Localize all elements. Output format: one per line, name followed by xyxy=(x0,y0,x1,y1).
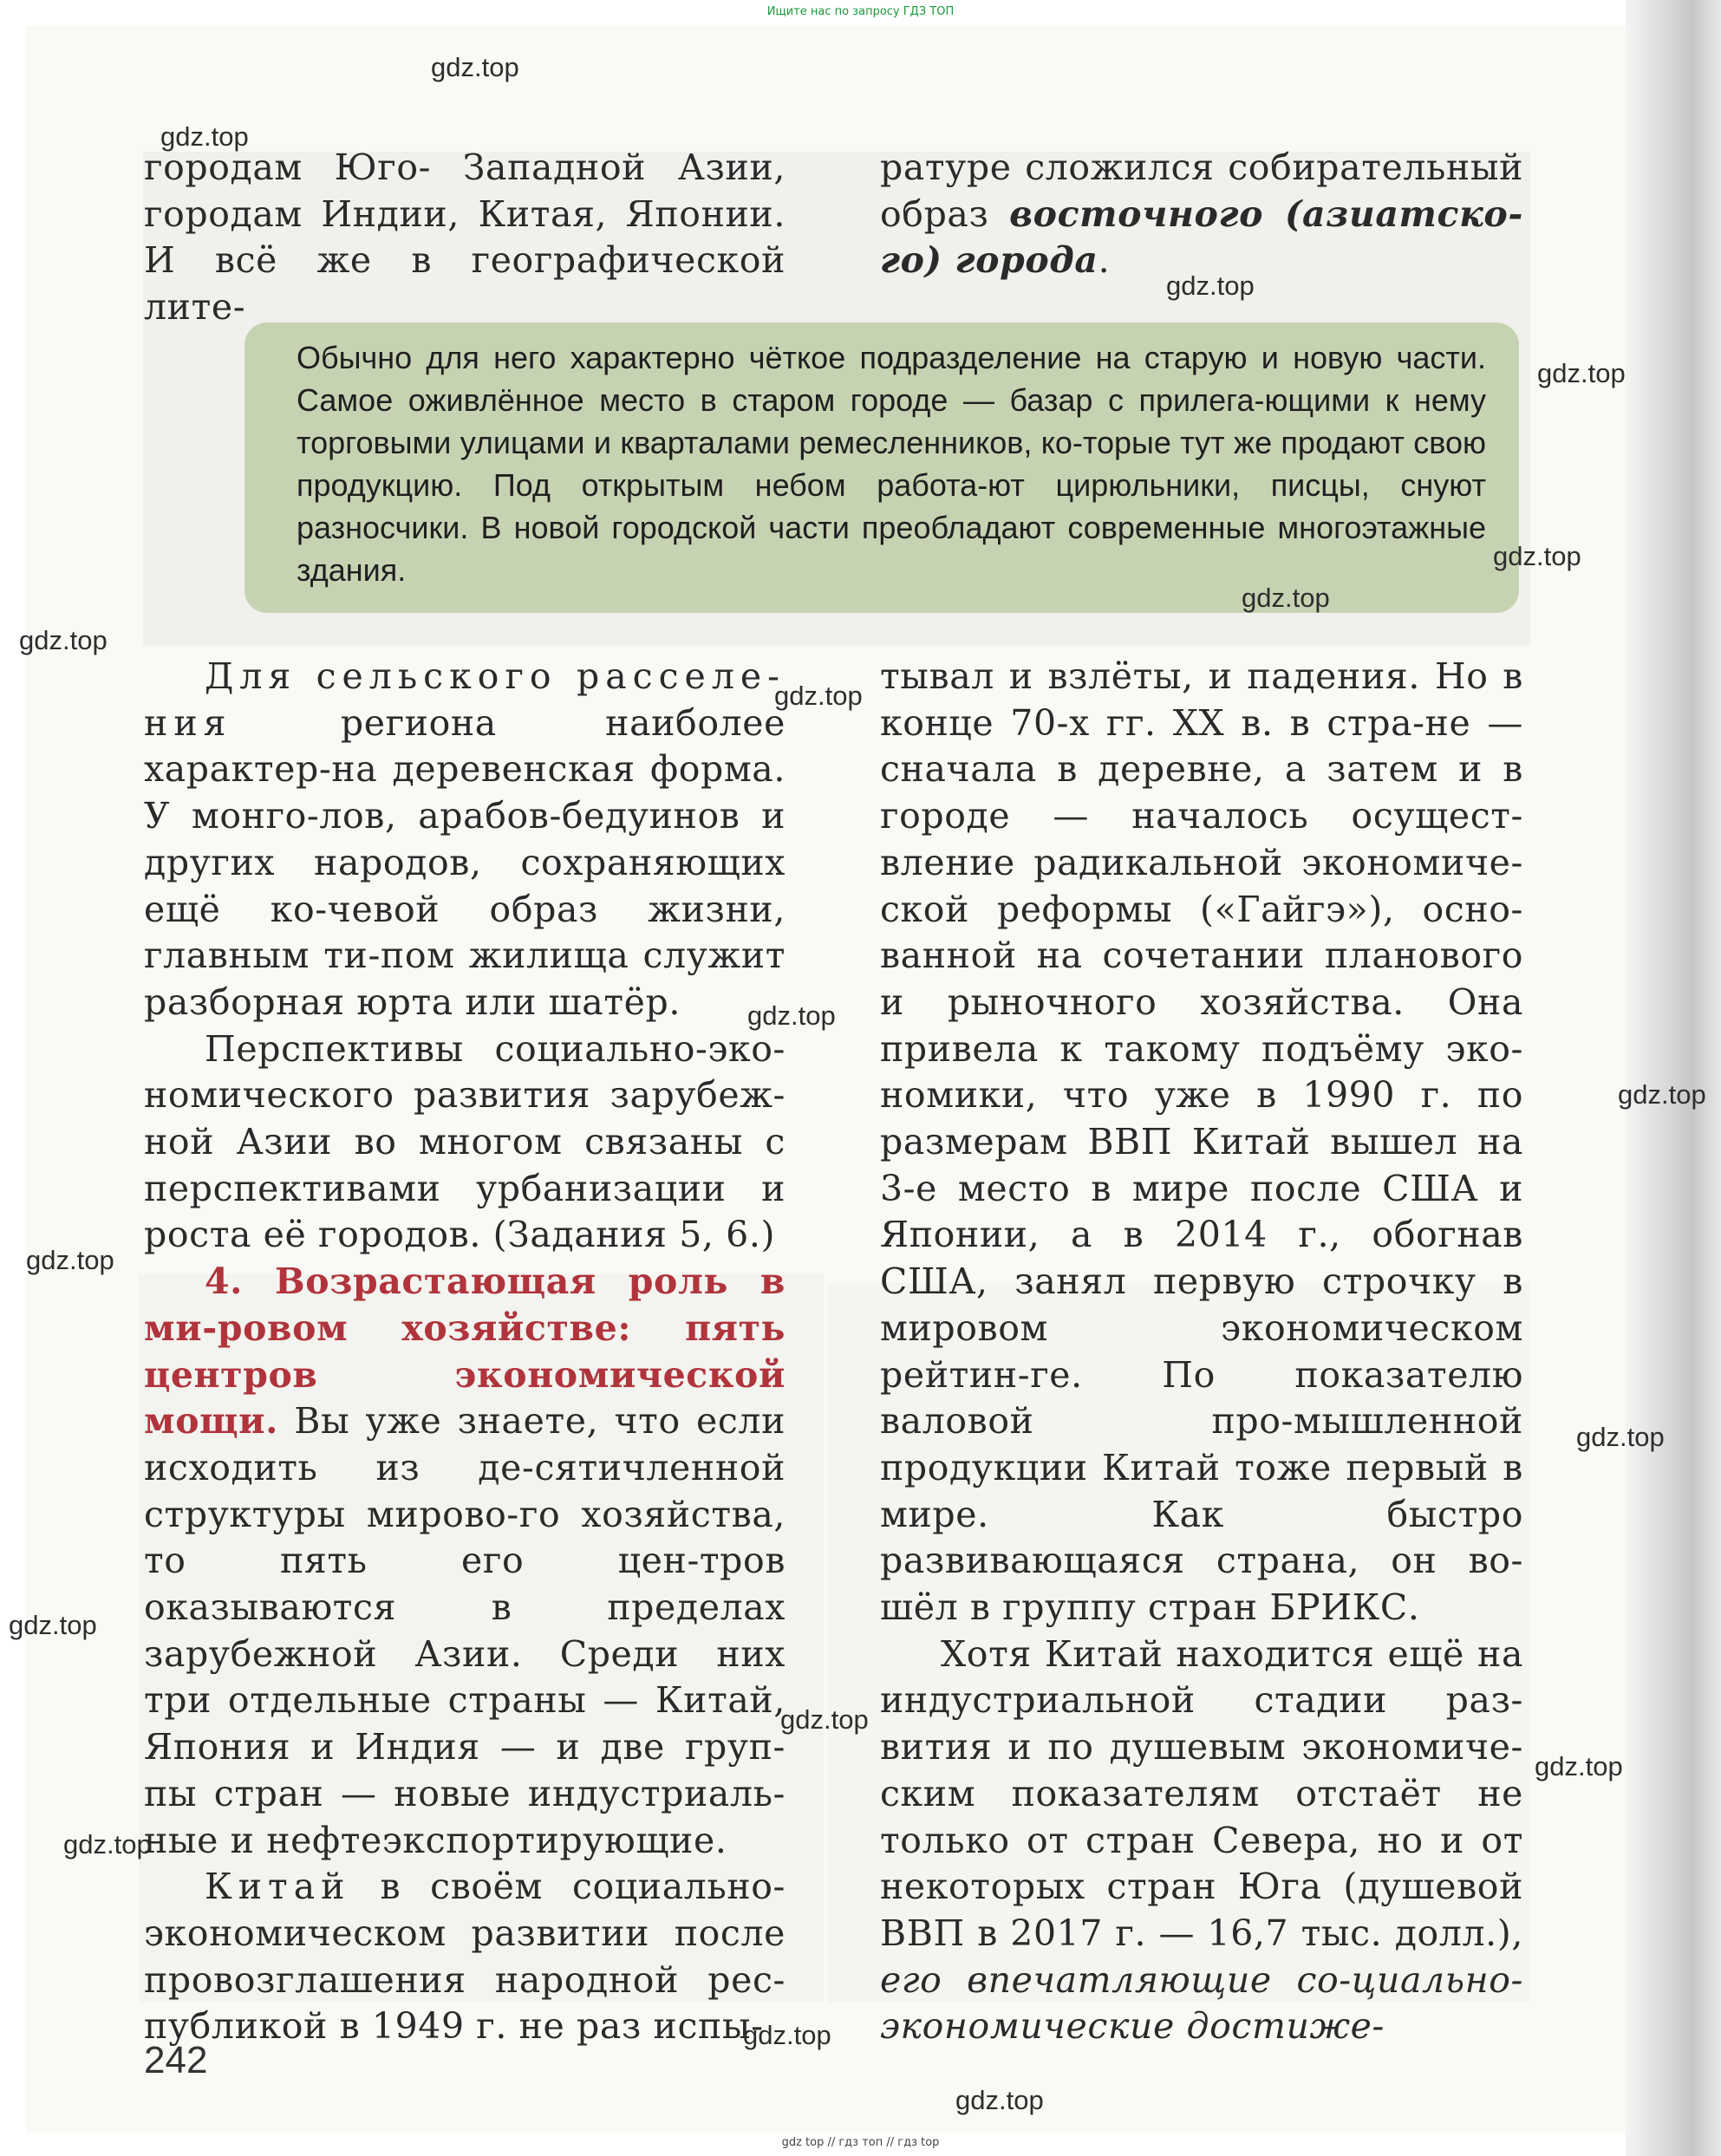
watermark: gdz.top xyxy=(9,1610,97,1640)
watermark: gdz.top xyxy=(747,1000,836,1031)
watermark: gdz.top xyxy=(1618,1079,1706,1110)
intro-line: городам Юго- Западной Азии, xyxy=(144,147,786,188)
paragraph-text: в своём социально-экономическом развитии после провозглашения народной рес-публикой в 1949 г. не раз испы- xyxy=(144,1866,786,2048)
watermark: gdz.top xyxy=(780,1704,869,1735)
paragraph-china-reform: тывал и взлёты, и падения. Но в конце 70-х гг. XX в. в стра-не — сначала в деревне, а затем и в городе — началось осущест-вление радикальной экономиче-ской реформы («Гайгэ»), осно-ванной на сочетании планового и рыночного хозяйства. Она привела к такому подъёму эко-номики, что уже в 1990 г. по размерам ВВП Китай вышел на 3-е место в мире после США и Японии, а в 2014 г., обогнав США, занял первую строчку в мировом экономическом рейтин-ге. По показателю валовой про-мышленной продукции Китай тоже первый в мире. Как быстро развивающаяся страна, он во-шёл в группу стран БРИКС. xyxy=(880,655,1523,1629)
watermark: gdz.top xyxy=(26,1245,114,1275)
watermark: gdz.top xyxy=(19,625,108,655)
term-eastern-city: восточного (азиатско-го) города xyxy=(880,192,1523,282)
left-column xyxy=(144,654,786,2050)
italic-text: его впечатляющие со-циально-экономические достиже- xyxy=(880,1958,1523,2048)
watermark: gdz.top xyxy=(1166,270,1255,301)
watermark: gdz.top xyxy=(1493,541,1581,571)
section-heading: 4. Возрастающая роль в ми-ровом хозяйстве: пять центров экономической мощи. xyxy=(144,1260,786,1443)
section-paragraph xyxy=(144,1259,786,1864)
intro-right-column xyxy=(880,145,1523,284)
page-number: 242 xyxy=(144,2039,208,2081)
watermark: gdz.top xyxy=(1535,1751,1623,1781)
intro-left-column xyxy=(144,145,786,331)
intro-right-text: ратуре сложился собирательный образ xyxy=(880,147,1523,235)
watermark: gdz.top xyxy=(743,2020,831,2050)
paragraph-prospects: Перспективы социально-эко-номического развития зарубеж-ной Азии во многом связаны с перспективами урбанизации и роста её городов. (Задания 5, 6.) xyxy=(144,1027,786,1256)
paragraph-rural-settlement xyxy=(144,654,786,1026)
watermark: gdz.top xyxy=(431,52,519,82)
top-notice[interactable]: Ищите нас по запросу ГДЗ ТОП xyxy=(766,5,955,18)
watermark: gdz.top xyxy=(955,2085,1044,2115)
paragraph-china-stage xyxy=(880,1632,1523,2050)
watermark: gdz.top xyxy=(1576,1422,1665,1452)
watermark: gdz.top xyxy=(63,1829,152,1860)
intro-line: городам Индии, Китая, Японии. xyxy=(144,192,786,235)
info-callout-box: Обычно для него характерно чёткое подразделение на старую и новую части. Самое оживлённое место в старом городе — базар с прилега-ющими к нему торговыми улицами и кварталами ремесленников, ко-торые тут же продают свою продукцию. Под открытым небом работа-ют цирюльники, писцы, снуют разносчики. В новой городской части преобладают современные многоэтажные здания. xyxy=(244,322,1519,613)
paragraph-text: Вы уже знаете, что если исходить из де-сятичленной структуры мирово-го хозяйства, то пять его цен-тров оказываются в пределах зарубежной Азии. Среди них три отдельные страны — Китай, Япония и Индия — и две груп-пы стран — новые индустриаль-ные и нефтеэкспортирующие. xyxy=(144,1400,786,1861)
right-column xyxy=(880,654,1523,2050)
watermark: gdz.top xyxy=(160,121,249,152)
intro-right-end: . xyxy=(1098,239,1111,282)
watermark: gdz.top xyxy=(1537,358,1626,388)
watermark: gdz.top xyxy=(1242,583,1330,613)
intro-right-paragraph xyxy=(880,145,1523,284)
emphasis-text: Для сельского расселе-ния xyxy=(144,655,786,744)
intro-line: И всё же в географической лите- xyxy=(144,239,786,329)
paragraph-text: Хотя Китай находится ещё на индустриальной стадии раз-вития и по душевым экономиче-ским показателям отстаёт не только от стран Севера, но и от некоторых стран Юга (душевой ВВП в 2017 г. — 16,7 тыс. долл.), xyxy=(880,1632,1523,1954)
paragraph-text: региона наиболее характер-на деревенская форма. У монго-лов, арабов-бедуинов и других народов, сохраняющих ещё ко-чевой образ жизни, главным ти-пом жилища служит разборная юрта или шатёр. xyxy=(144,701,786,1023)
bottom-notice[interactable]: gdz top // гдз топ // гдз top xyxy=(781,2136,940,2149)
paragraph-china xyxy=(144,1864,786,2050)
book-spine-shadow xyxy=(1626,0,1721,2156)
emphasis-text: Китай xyxy=(205,1866,351,1908)
watermark: gdz.top xyxy=(774,681,863,711)
